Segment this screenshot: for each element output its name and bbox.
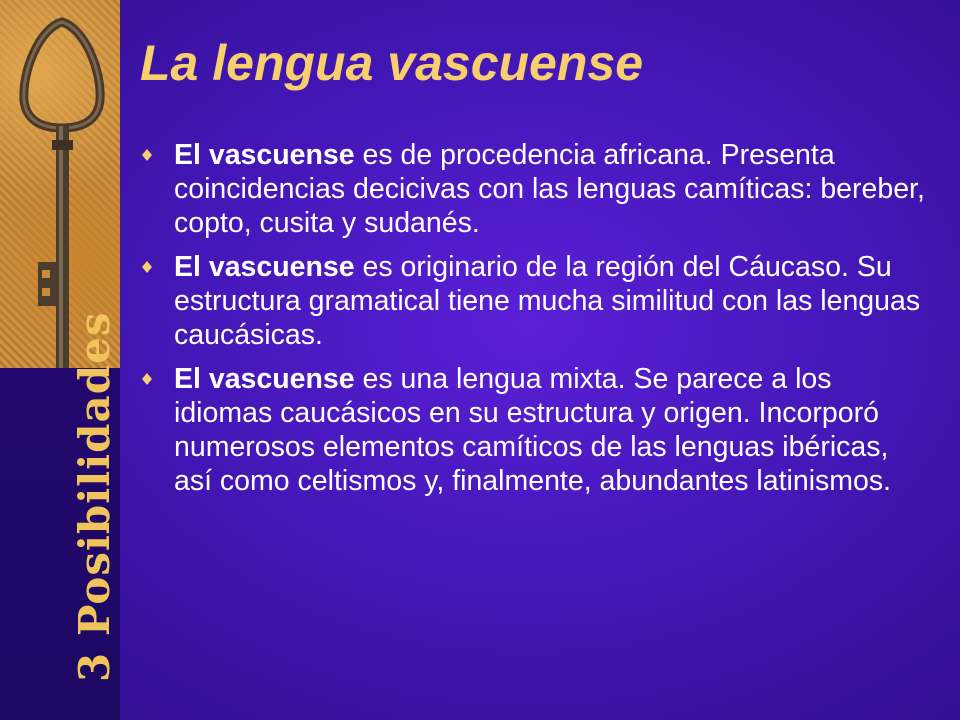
bullet-bold-term: El vascuense	[174, 251, 355, 283]
slide-title: La lengua vascuense	[140, 35, 644, 91]
bullet-list	[140, 138, 930, 508]
side-title-text: 3 Posibilidades	[70, 311, 119, 682]
bullet-text: es originario de la región del Cáucaso. Su estructura gramatical tiene mucha similitud con las lenguas caucásicas.	[174, 251, 921, 351]
bullet-text: es de procedencia africana. Presenta coincidencias decicivas con las lenguas camíticas: bereber, copto, cusita y sudanés.	[174, 139, 925, 239]
bullet-text: es una lengua mixta. Se parece a los idiomas caucásicos en su estructura y origen. Incorporó numerosos elementos camíticos de las lenguas ibéricas, así como celtismos y, finalmente, abundantes latinismos.	[174, 363, 892, 497]
list-item	[140, 138, 930, 240]
list-item	[140, 362, 930, 498]
diamond-bullet-icon	[142, 149, 152, 159]
bullet-bold-term: El vascuense	[174, 139, 355, 171]
side-title	[0, 0, 120, 720]
diamond-bullet-icon	[142, 261, 152, 271]
list-item	[140, 250, 930, 352]
bullet-bold-term: El vascuense	[174, 363, 355, 395]
diamond-bullet-icon	[142, 373, 152, 383]
